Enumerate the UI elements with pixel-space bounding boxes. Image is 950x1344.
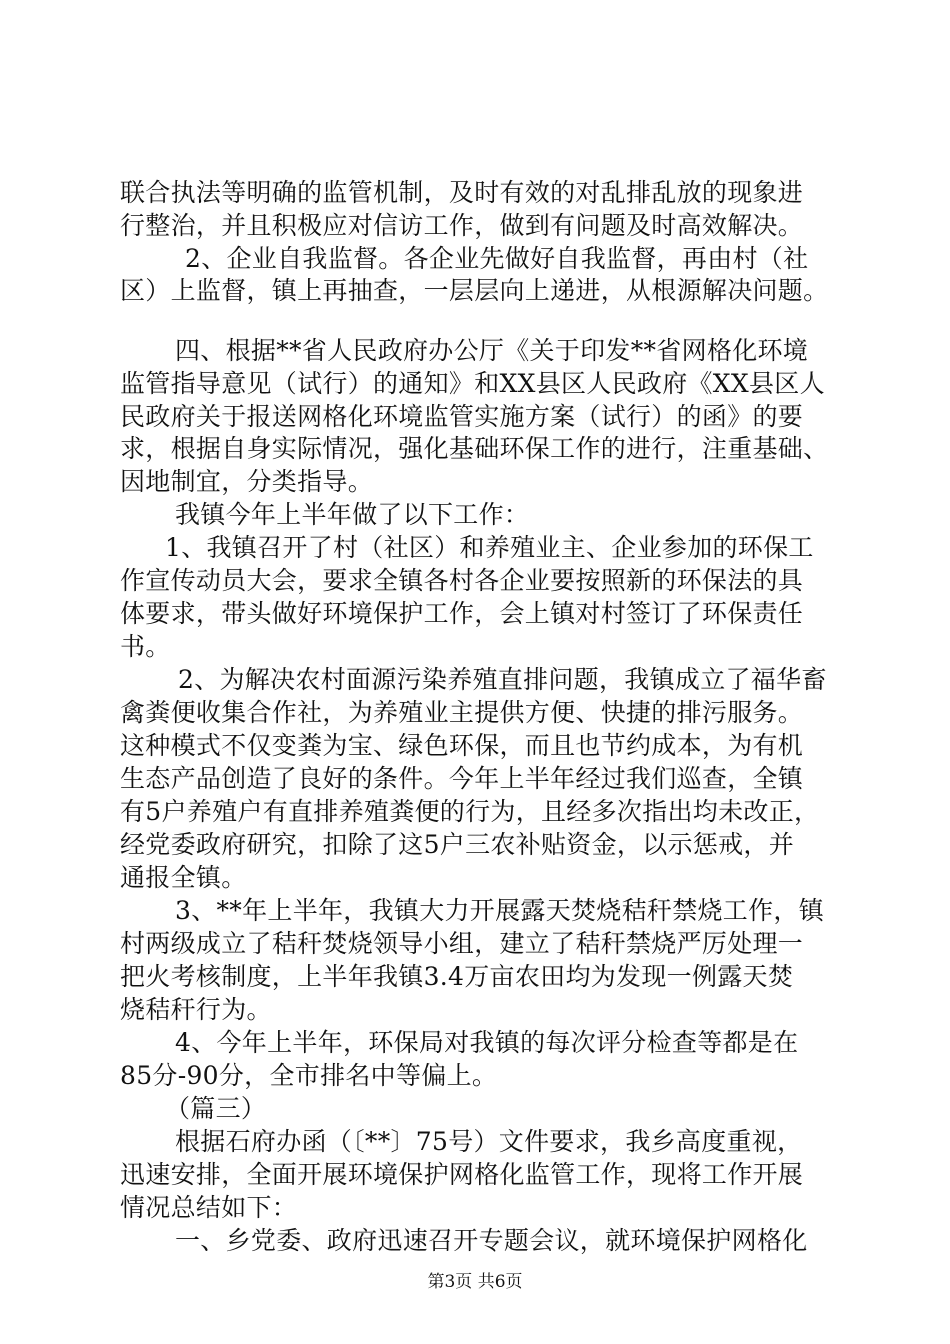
text-line: 3、**年上半年，我镇大力开展露天焚烧秸秆禁烧工作，镇	[175, 896, 825, 925]
text-line: 行整治，并且积极应对信访工作，做到有问题及时高效解决。	[120, 211, 804, 240]
text-line: 有5户养殖户有直排养殖粪便的行为，且经多次指出均未改正，	[120, 797, 820, 826]
text-line: 85分-90分，全市排名中等偏上。	[120, 1061, 498, 1090]
text-line: 作宣传动员大会，要求全镇各村各企业要按照新的环保法的具	[120, 566, 804, 595]
text-line: 监管指导意见（试行）的通知》和XX县区人民政府《XX县区人	[120, 369, 825, 398]
text-line: 通报全镇。	[120, 863, 247, 892]
text-line: 2、为解决农村面源污染养殖直排问题，我镇成立了福华畜	[178, 665, 827, 694]
text-line: 民政府关于报送网格化环境监管实施方案（试行）的函》的要	[120, 402, 804, 431]
text-line: 禽粪便收集合作社，为养殖业主提供方便、快捷的排污服务。	[120, 698, 804, 727]
text-line: 求，根据自身实际情况，强化基础环保工作的进行，注重基础、	[120, 434, 829, 463]
text-line: 村两级成立了秸秆焚烧领导小组，建立了秸秆禁烧严厉处理一	[120, 929, 804, 958]
text-line: 联合执法等明确的监管机制，及时有效的对乱排乱放的现象进	[120, 178, 804, 207]
text-line: 一、乡党委、政府迅速召开专题会议，就环境保护网格化	[175, 1226, 808, 1255]
text-line: 书。	[120, 632, 171, 661]
text-line: 把火考核制度，上半年我镇3.4万亩农田均为发现一例露天焚	[120, 962, 794, 991]
text-line: 我镇今年上半年做了以下工作：	[175, 500, 530, 529]
text-line: （篇三）	[165, 1094, 267, 1123]
text-line: 经党委政府研究，扣除了这5户三农补贴资金，以示惩戒，并	[120, 830, 795, 859]
text-line: 生态产品创造了良好的条件。今年上半年经过我们巡查，全镇	[120, 764, 804, 793]
text-line: 迅速安排，全面开展环境保护网格化监管工作，现将工作开展	[120, 1160, 804, 1189]
text-line: 烧秸秆行为。	[120, 995, 272, 1024]
text-line: 根据石府办函（〔**〕75号）文件要求，我乡高度重视，	[175, 1127, 803, 1156]
page-footer: 第3页 共6页	[427, 1272, 523, 1292]
text-line: 四、根据**省人民政府办公厅《关于印发**省网格化环境	[175, 336, 809, 365]
text-line: 因地制宜，分类指导。	[120, 467, 374, 496]
text-line: 区）上监督，镇上再抽查，一层层向上递进，从根源解决问题。	[120, 276, 829, 305]
text-line: 4、今年上半年，环保局对我镇的每次评分检查等都是在	[175, 1028, 799, 1057]
text-line: 体要求，带头做好环境保护工作，会上镇对村签订了环保责任	[120, 599, 804, 628]
text-line: 2、企业自我监督。各企业先做好自我监督，再由村（社	[185, 244, 809, 273]
text-line: 1、我镇召开了村（社区）和养殖业主、企业参加的环保工	[165, 533, 814, 562]
text-line: 情况总结如下：	[120, 1193, 298, 1222]
text-line: 这种模式不仅变粪为宝、绿色环保，而且也节约成本，为有机	[120, 731, 804, 760]
